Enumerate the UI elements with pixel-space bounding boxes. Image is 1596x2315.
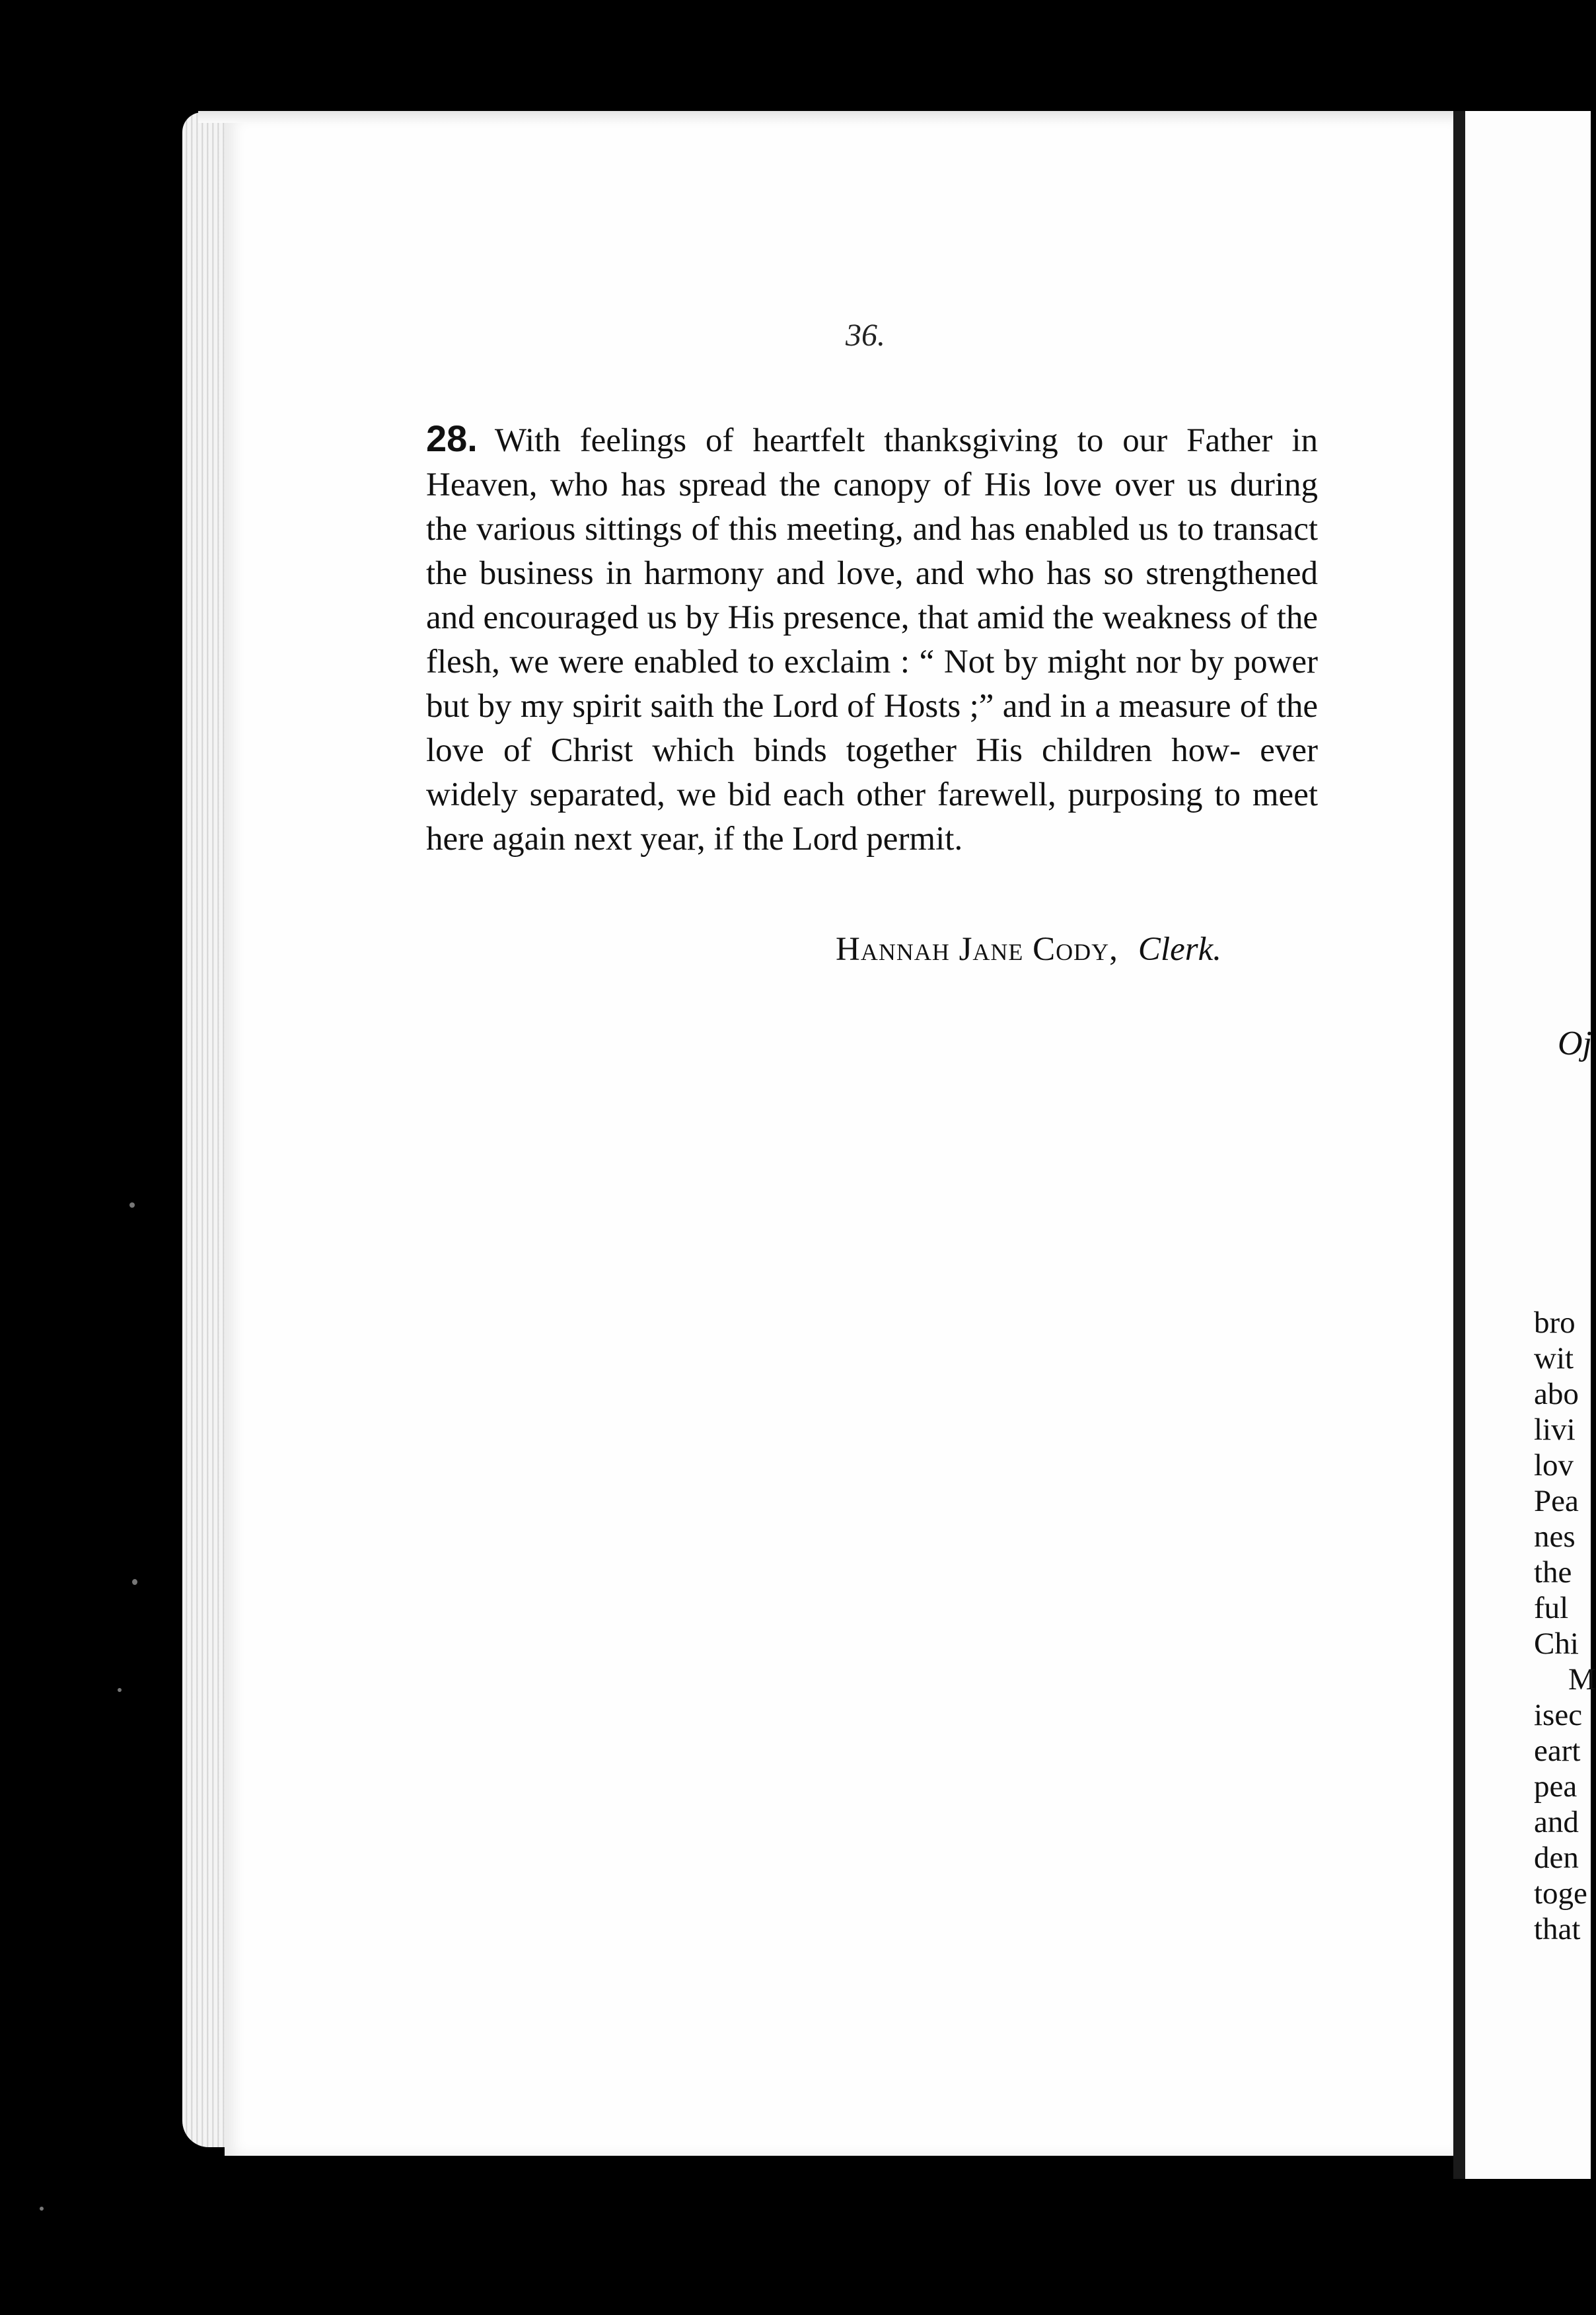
right-line: wit xyxy=(1534,1341,1574,1376)
dust-speck xyxy=(129,1202,135,1208)
right-line: bro xyxy=(1534,1305,1576,1340)
right-line: pea xyxy=(1534,1769,1578,1804)
paragraph-number: 28. xyxy=(426,418,478,459)
page-number: 36. xyxy=(846,318,885,353)
right-line: and xyxy=(1534,1805,1579,1839)
right-line: Chi xyxy=(1534,1627,1579,1661)
right-line: ful xyxy=(1534,1591,1569,1625)
right-line: isec xyxy=(1534,1698,1583,1732)
right-line: abo xyxy=(1534,1377,1579,1411)
signature-name: Hannah Jane Cody, xyxy=(836,931,1118,968)
right-line: livi xyxy=(1534,1413,1576,1447)
right-line: nes xyxy=(1534,1520,1576,1554)
right-line: den xyxy=(1534,1841,1579,1875)
closing-minute-paragraph xyxy=(426,416,1318,862)
dust-speck xyxy=(132,1579,137,1585)
signature-role: Clerk. xyxy=(1138,931,1221,968)
dust-speck xyxy=(118,1688,122,1692)
right-line: lov xyxy=(1534,1448,1574,1483)
right-line: toge xyxy=(1534,1876,1587,1911)
right-page-heading-fragment: Oj xyxy=(1558,1025,1592,1062)
page-top-edge xyxy=(198,111,1453,123)
right-line: the xyxy=(1534,1555,1572,1590)
paragraph-text: With feelings of heartfelt thanksgiving to our Father in Heaven, who has spread the canopy of His love over us during the various sittings of this meeting, and has enabled us to transact the business in harmony and love, and who has so strengthened and encouraged us by His presence, that amid the weakness of the flesh, we were enabled to exclaim : “ Not by might nor by power but by my spirit saith the Lord of Hosts ;” and in a measure of the love of Christ which binds together His children how- ever widely separated, we bid each other farewell, purposing to meet here again next year, if the Lord permit. xyxy=(426,422,1318,858)
show-through-text xyxy=(396,1473,1321,1605)
book-gutter xyxy=(1453,111,1465,2179)
clerk-signature xyxy=(836,930,1221,969)
right-line: Pea xyxy=(1534,1484,1579,1518)
right-line: eart xyxy=(1534,1734,1581,1768)
right-line: that xyxy=(1534,1912,1581,1946)
right-line: M xyxy=(1568,1662,1596,1697)
dust-speck xyxy=(40,2207,44,2211)
right-page-text-fragments xyxy=(1534,1305,1596,1947)
